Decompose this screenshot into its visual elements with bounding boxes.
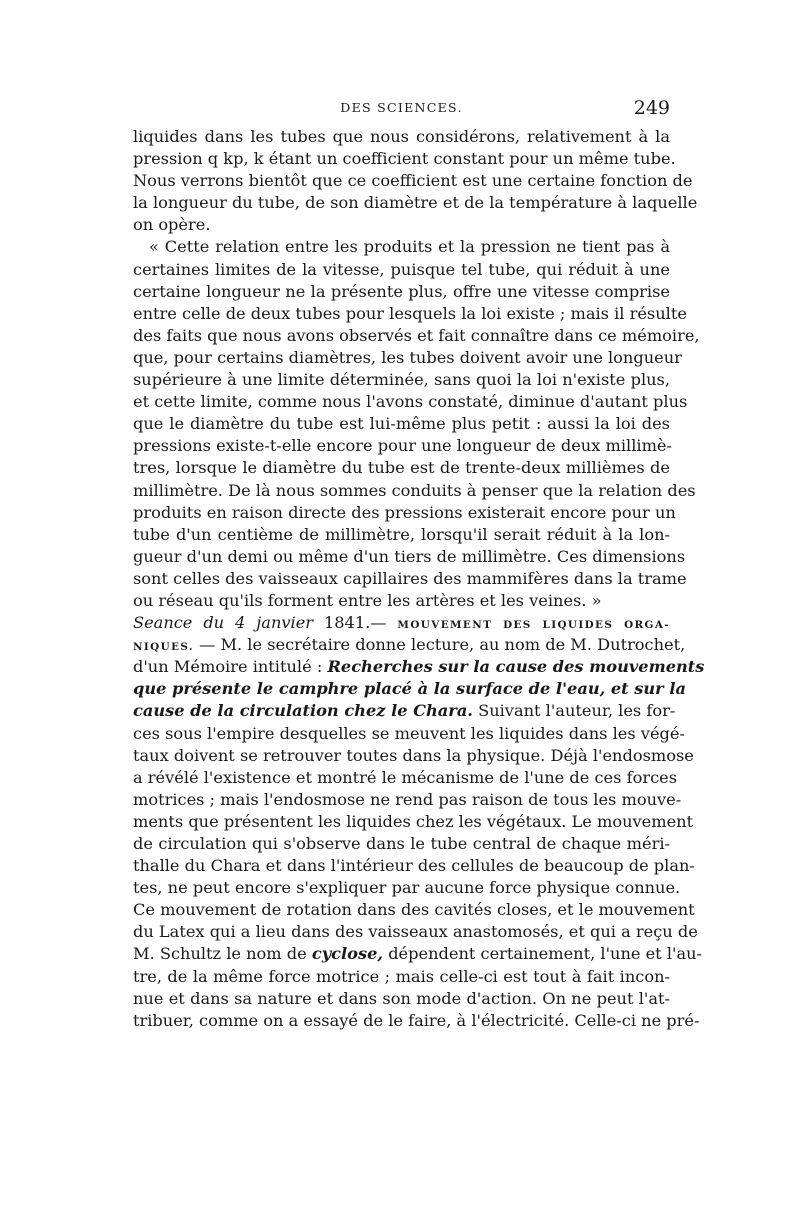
text-line	[133, 678, 686, 700]
text-line: d'un Mémoire intitulé : Recherches sur la cause des mouvements	[133, 657, 705, 677]
memoire-title: cause de la circulation chez le Chara.	[133, 701, 473, 721]
text-line: de circulation qui s'observe dans le tube central de chaque méri-	[133, 834, 670, 853]
text-line: tes, ne peut encore s'expliquer par aucune force physique connue.	[133, 878, 681, 898]
text-line: motrices ; mais l'endosmose ne rend pas raison de tous les mouve-	[133, 789, 682, 809]
text-line: certaine longueur ne la présente plus, offre une vitesse comprise	[133, 281, 670, 301]
text-line: du Latex qui a lieu dans des vaisseaux anastomosés, et qui a reçu de	[133, 922, 698, 942]
section-heading-line	[133, 612, 670, 634]
text-line: Ce mouvement de rotation dans des cavités closes, et le mouvement	[133, 900, 695, 920]
text-line: gueur d'un demi ou même d'un tiers de millimètre. Ces dimensions	[133, 546, 686, 566]
text-line: « Cette relation entre les produits et la pression ne tient pas à	[149, 237, 670, 257]
text-line: tres, lorsque le diamètre du tube est de trente-deux millièmes de	[133, 458, 670, 478]
text-line: nue et dans sa nature et dans son mode d'action. On ne peut l'at-	[133, 988, 670, 1008]
text-line: produits en raison directe des pressions existerait encore pour un	[133, 502, 676, 522]
heading-dash: —	[370, 613, 387, 633]
cyclose-term: cyclose,	[311, 944, 384, 964]
text-line: ments que présentent les liquides chez les végétaux. Le mouvement	[133, 811, 694, 831]
text-line: pression q kp, k étant un coefficient constant pour un même tube.	[133, 149, 676, 169]
text-line: pressions existe-t-elle encore pour une longueur de deux millimè-	[133, 436, 672, 456]
text-line: supérieure à une limite déterminée, sans quoi la loi n'existe plus,	[133, 370, 670, 390]
session-date-value: 4 janvier 1841.	[235, 613, 371, 633]
text-line: que, pour certains diamètres, les tubes doivent avoir une longueur	[133, 347, 682, 367]
text-line: sont celles des vaisseaux capillaires des mammifères dans la trame	[133, 568, 687, 588]
text-line: millimètre. De là nous sommes conduits à penser que la relation des	[133, 480, 696, 500]
text-line: tre, de la même force motrice ; mais celle-ci est tout à fait incon-	[133, 966, 670, 986]
text-line: a révélé l'existence et montré le mécanisme de l'une de ces forces	[133, 767, 678, 787]
text-line: liquides dans les tubes que nous considérons, relativement à la	[133, 127, 670, 146]
text-line: la longueur du tube, de son diamètre et de la température à laquelle	[133, 193, 698, 213]
text-line: tube d'un centième de millimètre, lorsqu'il serait réduit à la lon-	[133, 524, 670, 544]
text-line: ou réseau qu'ils forment entre les artères et les veines. »	[133, 590, 602, 610]
text-line: des faits que nous avons observés et fait connaître dans ce mémoire,	[133, 325, 700, 345]
text-line: on opère.	[133, 215, 211, 235]
text-line: M. Schultz le nom de cyclose, dépendent certainement, l'une et l'au-	[133, 944, 702, 964]
text-line: NIQUES. — M. le secrétaire donne lecture, au nom de M. Dutrochet,	[133, 635, 686, 655]
page-number: 249	[633, 97, 670, 119]
section-heading-cont: NIQUES.	[133, 641, 194, 654]
text-line: tribuer, comme on a essayé de le faire, à l'électricité. Celle-ci ne pré-	[133, 1010, 700, 1030]
text-line: Nous verrons bientôt que ce coefficient est une certaine fonction de	[133, 171, 693, 191]
text-line: ces sous l'empire desquelles se meuvent les liquides dans les végé-	[133, 723, 685, 743]
memoire-title: Recherches sur la cause des mouvements	[327, 657, 705, 677]
text-line: et cette limite, comme nous l'avons constaté, diminue d'autant plus	[133, 392, 688, 412]
section-heading: MOUVEMENT DES LIQUIDES ORGA-	[397, 619, 671, 632]
body-text	[133, 126, 705, 1032]
session-date-label: Seance du	[133, 613, 225, 633]
text-line: certaines limites de la vitesse, puisque tel tube, qui réduit à une	[133, 259, 670, 279]
text-line: thalle du Chara et dans l'intérieur des cellules de beaucoup de plan-	[133, 856, 695, 876]
text-line: taux doivent se retrouver toutes dans la physique. Déjà l'endosmose	[133, 745, 694, 765]
running-head	[133, 96, 670, 120]
text-line: entre celle de deux tubes pour lesquels la loi existe ; mais il résulte	[133, 303, 687, 323]
text-line: que le diamètre du tube est lui-même plus petit : aussi la loi des	[133, 414, 670, 434]
running-title: DES SCIENCES.	[340, 100, 463, 115]
memoire-title: que présente le camphre placé à la surface de l'eau, et sur la	[133, 679, 686, 699]
text-line: cause de la circulation chez le Chara. Suivant l'auteur, les for-	[133, 701, 676, 721]
